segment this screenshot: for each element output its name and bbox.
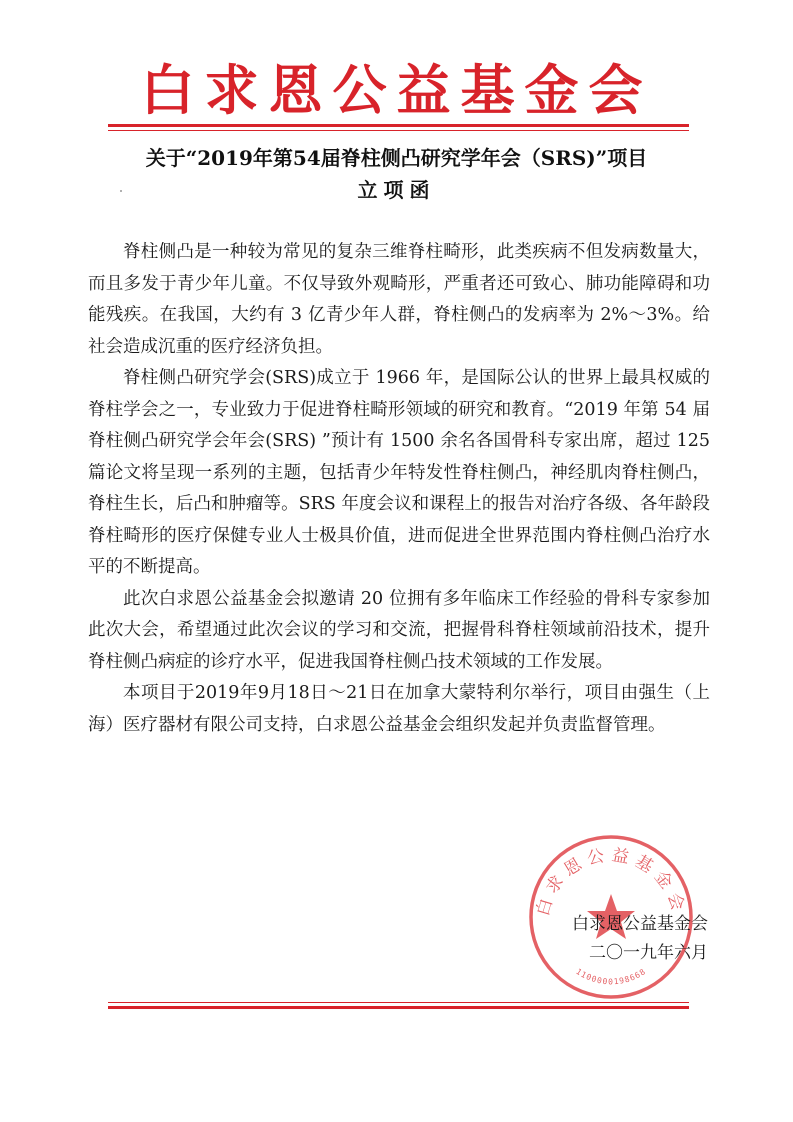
document-title-line1: 关于“2019年第54届脊柱侧凸研究学年会（SRS)”项目 (145, 146, 648, 170)
paragraph: 此次白求恩公益基金会拟邀请 20 位拥有多年临床工作经验的骨科专家参加此次大会，希望通过此次会议的学习和交流，把握骨科脊柱领域前沿技术，提升脊柱侧凸病症的诊疗水平，促进我国脊柱侧凸技术领域的工作发展。 (88, 588, 710, 672)
letterhead-rule-thick (108, 124, 689, 127)
document-title (80, 142, 713, 206)
document-body (88, 237, 710, 741)
signature-date: 二〇一九年六月 (589, 943, 708, 963)
signature-block (528, 910, 708, 968)
document-title-line2: 立项函 (357, 178, 436, 202)
footer-rule-thin (108, 1002, 689, 1003)
signature-org: 白求恩公益基金会 (572, 914, 708, 934)
paragraph: 本项目于2019年9月18日～21日在加拿大蒙特利尔举行，项目由强生（上海）医疗器材有限公司支持，白求恩公益基金会组织发起并负责监督管理。 (88, 683, 710, 735)
letterhead-rule-thin (108, 130, 689, 131)
paragraph: 脊柱侧凸研究学会(SRS)成立于 1966 年，是国际公认的世界上最具权威的脊柱学会之一，专业致力于促进脊柱畸形领域的研究和教育。“2019 年第 54 届脊柱侧凸研究学会年会(SRS) ”预计有 1500 余名各国骨科专家出席，超过 125 篇论文将呈现一系列的主题，包括青少年特发性脊柱侧凸，神经肌肉脊柱侧凸，脊柱生长，后凸和肿瘤等。SRS 年度会议和课程上的报告对治疗各级、各年龄段脊柱畸形的医疗保健专业人士极具价值，进而促进全世界范围内脊柱侧凸治疗水平的不断提高。 (88, 368, 710, 577)
letterhead-org-name: 白求恩公益基金会 (140, 58, 653, 122)
svg-text:1100000198668: 1100000198668 (574, 966, 648, 987)
footer-rule-thick (108, 1006, 689, 1009)
svg-text:白求恩公益基金会: 白求恩公益基金会 (532, 845, 690, 919)
paragraph: 脊柱侧凸是一种较为常见的复杂三维脊柱畸形，此类疾病不但发病数量大，而且多发于青少年儿童。不仅导致外观畸形，严重者还可致心、肺功能障碍和功能残疾。在我国，大约有 3 亿青少年人群，脊柱侧凸的发病率为 2%～3%。给社会造成沉重的医疗经济负担。 (88, 242, 710, 357)
